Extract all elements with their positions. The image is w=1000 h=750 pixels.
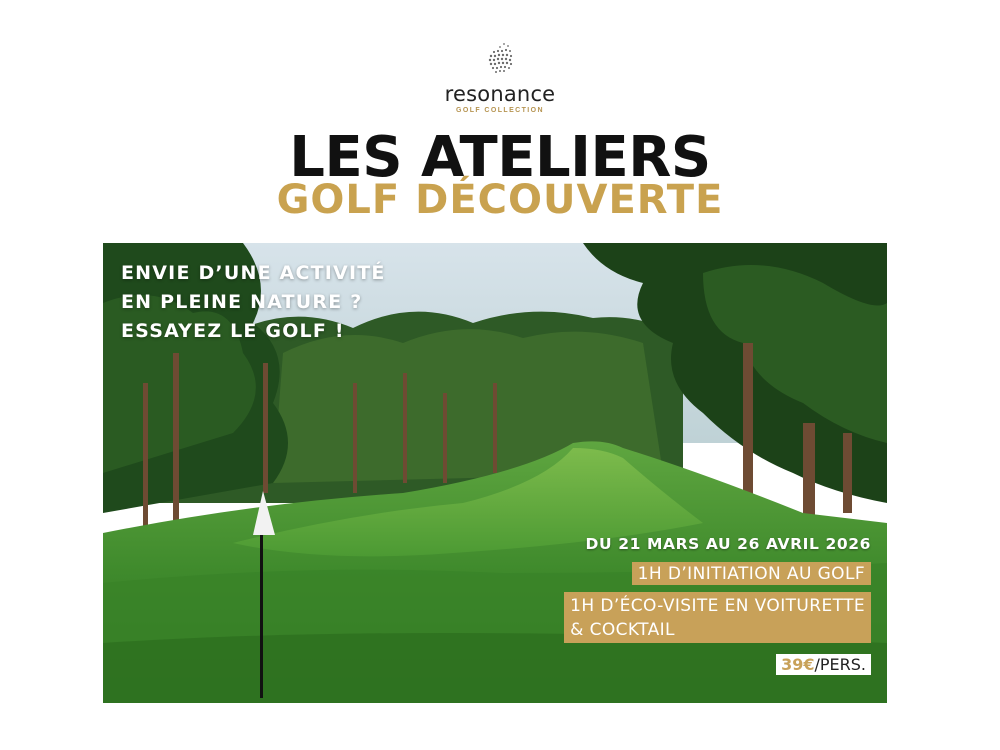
tagline-line: ENVIE D’UNE ACTIVITÉ <box>121 262 386 284</box>
tagline-line: EN PLEINE NATURE ? <box>121 291 363 313</box>
brand-subtitle: GOLF COLLECTION <box>456 107 544 114</box>
offer-eco-visit-badge <box>564 592 871 643</box>
golf-ball-dots-icon <box>482 40 518 80</box>
price-amount: 39€ <box>781 655 815 674</box>
brand-name: resonance <box>444 82 556 106</box>
offer-eco-visit-line1: 1H D’ÉCO-VISITE EN VOITURETTE <box>570 596 865 616</box>
offer-initiation-badge: 1H D’INITIATION AU GOLF <box>632 562 871 585</box>
page-title <box>0 125 1000 223</box>
price-unit: /PERS. <box>814 655 866 674</box>
title-sub: GOLF DÉCOUVERTE <box>276 177 724 223</box>
hero-tagline <box>121 259 386 346</box>
price-badge <box>776 654 871 675</box>
title-main: LES ATELIERS <box>289 125 711 190</box>
offer-eco-visit-line2: & COCKTAIL <box>570 620 675 640</box>
brand-logo <box>0 40 1000 114</box>
hero-banner <box>103 243 887 703</box>
event-dates: DU 21 MARS AU 26 AVRIL 2026 <box>585 535 871 553</box>
tagline-line: ESSAYEZ LE GOLF ! <box>121 320 345 342</box>
offer-info <box>531 535 871 675</box>
